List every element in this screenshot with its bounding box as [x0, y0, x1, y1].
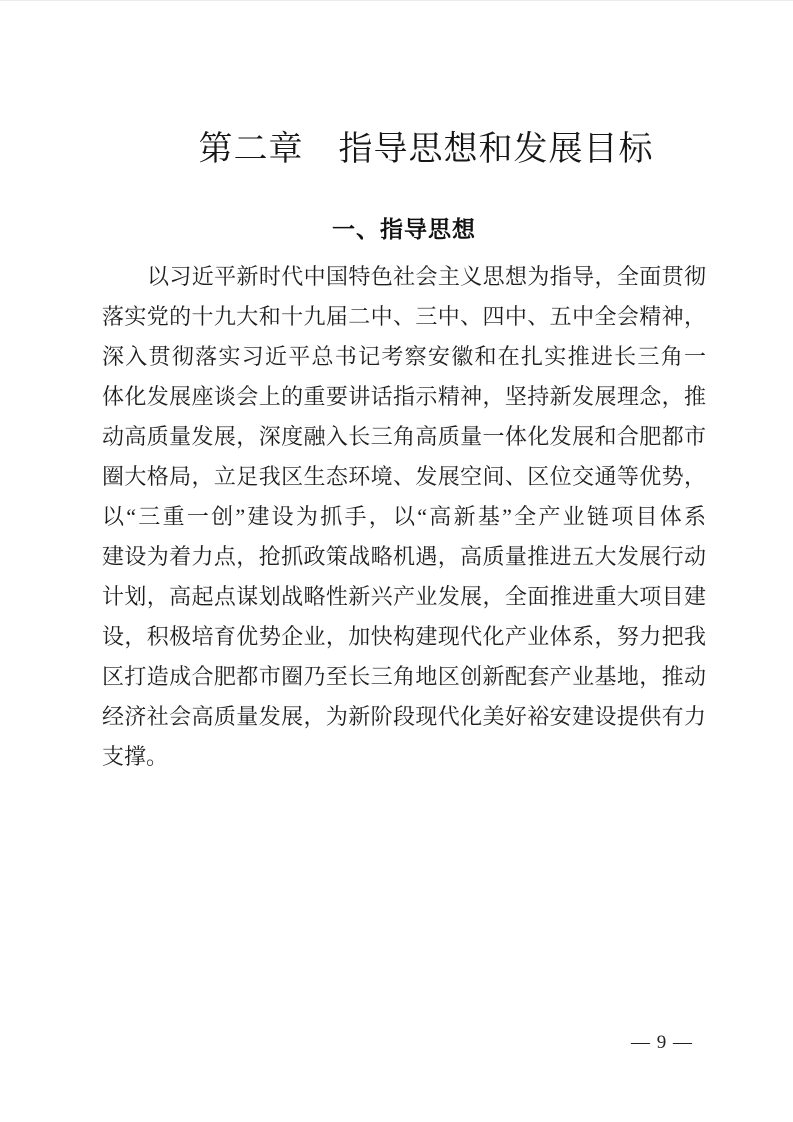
body-line: 深入贯彻落实习近平总书记考察安徽和在扎实推进长三角一: [102, 344, 706, 369]
page-number: — 9 —: [631, 1032, 693, 1053]
body-line: 区打造成合肥都市圈乃至长三角地区创新配套产业基地，推动: [102, 664, 706, 689]
chapter-title: 第二章 指导思想和发展目标: [198, 131, 654, 168]
section-heading: 一、指导思想: [332, 216, 476, 242]
body-paragraph: [102, 257, 706, 777]
body-line: 经济社会高质量发展，为新阶段现代化美好裕安建设提供有力: [102, 704, 706, 729]
body-line: 体化发展座谈会上的重要讲话指示精神，坚持新发展理念，推: [102, 384, 706, 409]
body-line: 圈大格局，立足我区生态环境、发展空间、区位交通等优势，: [102, 464, 706, 489]
body-line: 落实党的十九大和十九届二中、三中、四中、五中全会精神，: [102, 304, 706, 329]
body-line: 以“三重一创”建设为抓手，以“高新基”全产业链项目体系: [102, 504, 706, 529]
body-line: 支撑。: [102, 744, 169, 769]
body-line: 建设为着力点，抢抓政策战略机遇，高质量推进五大发展行动: [102, 544, 706, 569]
body-line: 设，积极培育优势企业，加快构建现代化产业体系，努力把我: [102, 624, 706, 649]
body-line: 动高质量发展，深度融入长三角高质量一体化发展和合肥都市: [102, 424, 706, 449]
body-line: 计划，高起点谋划战略性新兴产业发展，全面推进重大项目建: [102, 584, 706, 609]
body-line: 以习近平新时代中国特色社会主义思想为指导，全面贯彻: [147, 264, 706, 289]
